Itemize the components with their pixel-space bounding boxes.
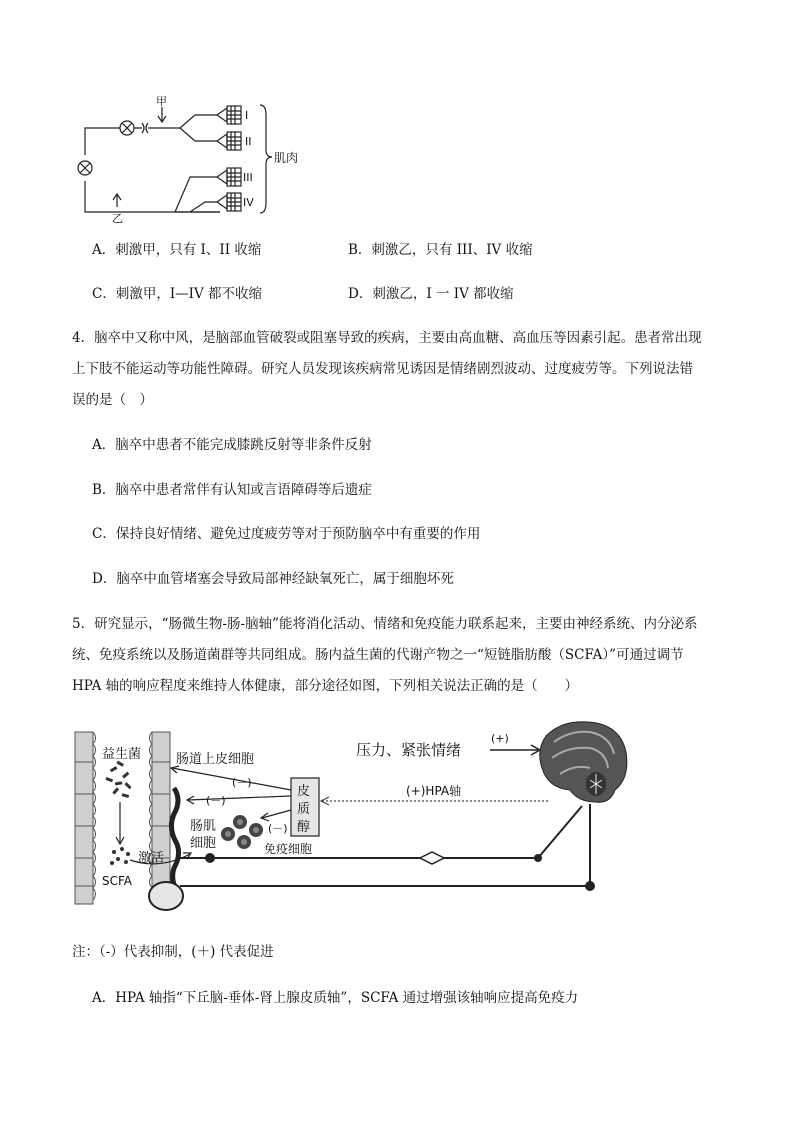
immune-label: 免疫细胞 (264, 842, 313, 856)
scfa-label: SCFA (102, 874, 133, 888)
brain-illustration (540, 722, 627, 802)
q5-stem-line-1: 5．研究显示，“肠微生物-肠-脑轴”能将消化活动、情绪和免疫能力联系起来，主要由神经系统、内分泌系 (72, 616, 698, 632)
nerve-muscle-diagram (70, 95, 310, 225)
q4-option-d: D．脑卒中血管堵塞会导致局部神经缺氧死亡，属于细胞坏死 (92, 571, 454, 587)
stress-label: 压力、紧张情绪 (356, 741, 462, 759)
muscle-group-label: 肌肉 (274, 151, 299, 165)
muscle-label-2: II (245, 135, 252, 148)
cortisol-label-2: 质 (297, 802, 311, 817)
muscle-label-1: I (245, 109, 249, 122)
muscle-label-3: III (243, 171, 253, 184)
cortisol-label-1: 皮 (297, 784, 311, 799)
q4-option-a: A．脑卒中患者不能完成膝跳反射等非条件反射 (92, 437, 372, 453)
inhibit-label-2: (－) (206, 794, 226, 807)
q3-option-b: B．刺激乙，只有 III、IV 收缩 (348, 242, 533, 258)
q3-option-d: D．刺激乙，I 一 IV 都收缩 (348, 286, 514, 302)
immune-cells (221, 815, 263, 849)
q3-option-a: A．刺激甲，只有 I、II 收缩 (92, 242, 262, 258)
muscle-cell-label-2: 细胞 (190, 836, 217, 851)
marker-yi: 乙 (112, 212, 123, 225)
inhibit-label-1: (－) (232, 776, 252, 789)
hpa-label: (+)HPA轴 (406, 784, 462, 798)
enteric-neuron (149, 882, 183, 910)
q4-option-b: B．脑卒中患者常伴有认知或言语障碍等后遗症 (92, 482, 372, 498)
gut-wall-right (150, 732, 171, 904)
q4-stem-line-1: 4．脑卒中又称中风，是脑部血管破裂或阻塞导致的疾病，主要由高血糖、高血压等因素引起。患者常出现 (72, 330, 702, 346)
inhibit-label-3: (－) (268, 822, 288, 835)
q4-stem-line-2: 上下肢不能运动等功能性障碍。研究人员发现该疾病常见诱因是情绪剧烈波动、过度疲劳等。下列说法错 (72, 361, 693, 377)
muscle-cell-label-1: 肠肌 (190, 819, 217, 834)
q3-option-c: C．刺激甲，I—IV 都不收缩 (92, 286, 263, 302)
muscle-block (217, 106, 241, 124)
probiotic-cluster (105, 761, 131, 798)
cortisol-label-3: 醇 (297, 820, 311, 835)
q5-stem-line-3: HPA 轴的响应程度来维持人体健康，部分途径如图，下列相关说法正确的是（ ） (72, 678, 579, 694)
probiotic-label: 益生菌 (102, 747, 142, 762)
gut-wall-left (75, 732, 96, 904)
muscle-cell-shape (171, 788, 178, 894)
q5-option-a: A．HPA 轴指“下丘脑-垂体-肾上腺皮质轴”，SCFA 通过增强该轴响应提高免疫力 (92, 990, 579, 1006)
figure-note: 注：（-）代表抑制，(＋) 代表促进 (72, 944, 274, 960)
q4-option-c: C．保持良好情绪、避免过度疲劳等对于预防脑卒中有重要的作用 (92, 526, 481, 542)
promote-label: (+) (491, 732, 509, 745)
muscle-label-4: IV (243, 196, 254, 209)
epithelial-label: 肠道上皮细胞 (176, 752, 255, 767)
scfa-dots (110, 847, 130, 865)
q4-stem-line-3: 误的是（ ） (72, 392, 153, 408)
q5-stem-line-2: 统、免疫系统以及肠道菌群等共同组成。肠内益生菌的代谢产物之一“短链脂肪酸（SCFA）”可通过调节 (72, 647, 684, 663)
activate-label: 激活 (138, 851, 165, 866)
marker-jia: 甲 (156, 95, 167, 108)
gut-brain-axis-diagram (70, 718, 630, 913)
